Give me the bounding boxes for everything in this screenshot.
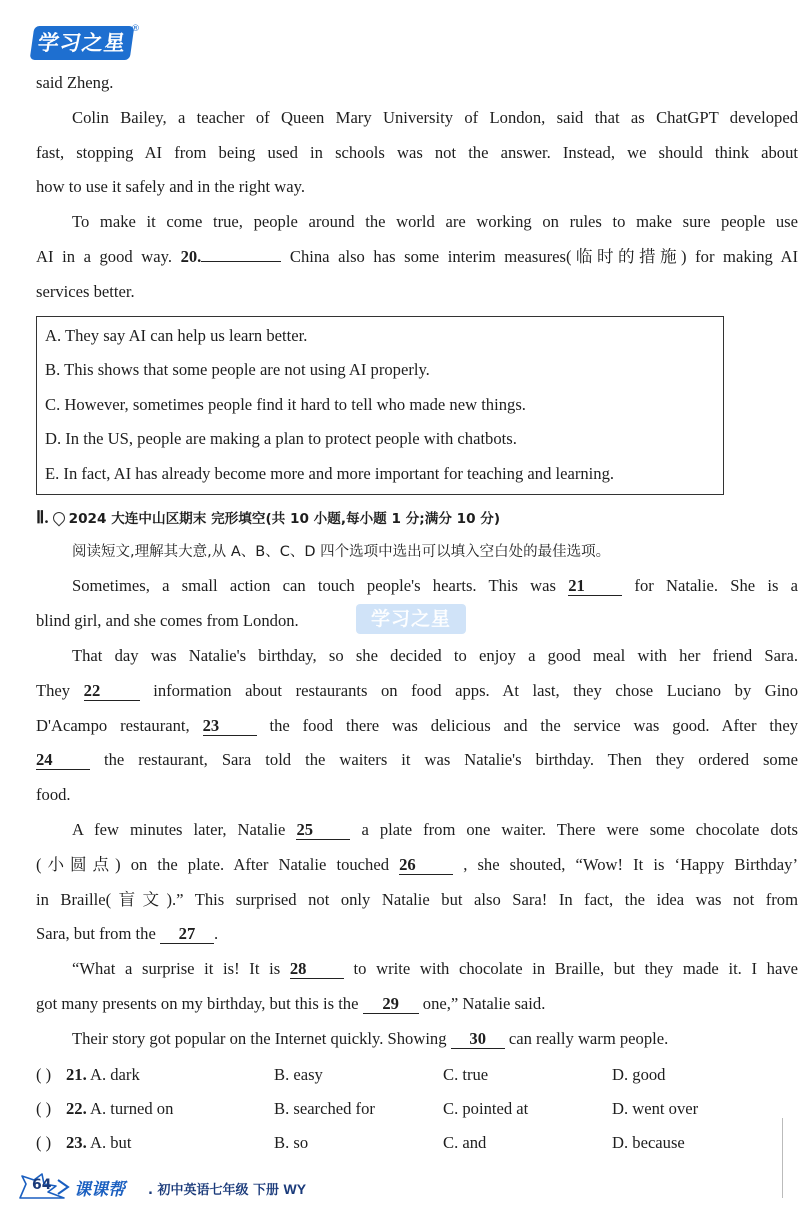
brand-name: 课课帮 (74, 1180, 125, 1200)
option-b: B. searched for (274, 1099, 375, 1118)
question-number: 22. (66, 1099, 87, 1118)
logo-text: 学习之星 (30, 26, 135, 60)
answer-blank[interactable]: 24 (36, 751, 90, 770)
answer-paren[interactable]: ( ) (36, 1099, 52, 1118)
passage-line: said Zheng. (36, 73, 114, 92)
passage-line: Their story got popular on the Internet quickly. Showing 30 can really warm people. (72, 1028, 669, 1048)
passage-line: blind girl, and she comes from London. (36, 611, 299, 631)
answer-blank[interactable]: 23 (203, 717, 257, 736)
option-d: D. good (612, 1065, 666, 1084)
passage-line: food. (36, 785, 71, 805)
passage-line: A few minutes later, Natalie 25 a plate from one waiter. There were some chocolate dots (72, 819, 798, 839)
answer-blank[interactable]: 22 (84, 682, 140, 701)
passage-line: how to use it safely and in the right way. (36, 177, 305, 197)
passage-line: AI in a good way. 20. China also has some interim measures(临时的措施) for making AI (36, 246, 798, 266)
passage-line: “What a surprise it is! It is 28 to write with chocolate in Braille, but they made it. I have (72, 959, 798, 979)
registered-mark: ® (131, 24, 140, 34)
passage-line: Sara, but from the 27 . (36, 924, 219, 944)
passage-line: fast, stopping AI from being used in schools was not the answer. Instead, we should think about (36, 142, 798, 162)
option-c: C. pointed at (443, 1099, 529, 1118)
passage-line: Colin Bailey, a teacher of Queen Mary University of London, said that as ChatGPT developed (72, 107, 798, 127)
answer-paren[interactable]: ( ) (36, 1133, 52, 1152)
question-number: 21. (66, 1065, 87, 1084)
options-box (36, 316, 724, 495)
answer-paren[interactable]: ( ) (36, 1065, 52, 1084)
answer-blank[interactable] (201, 261, 281, 262)
option-item: A. They say AI can help us learn better. (45, 325, 308, 345)
option-a: A. dark (89, 1065, 140, 1084)
answer-blank[interactable]: 27 (160, 925, 214, 944)
passage-line: D'Acampo restaurant, 23 the food there was delicious and the service was good. After they (36, 715, 798, 735)
passage-line: got many presents on my birthday, but this is the 29 one,” Natalie said. (36, 993, 546, 1013)
option-b: B. easy (274, 1065, 323, 1084)
book-title: . 初中英语七年级 下册 WY (148, 1181, 307, 1198)
page-number: 64 (32, 1177, 52, 1193)
section-title: 2024 大连中山区期末 完形填空(共 10 小题,每小题 1 分;满分 10 分) (68, 510, 501, 527)
answer-blank[interactable]: 28 (290, 960, 344, 979)
option-b: B. so (274, 1133, 309, 1152)
page-edge-decoration (782, 1118, 798, 1198)
answer-blank[interactable]: 29 (363, 995, 419, 1014)
question-number: 20. (180, 246, 202, 266)
passage-line: in Braille(盲文).” This surprised not only Natalie but also Sara! In fact, the idea was not from (36, 889, 798, 909)
watermark: 学习之星 (356, 604, 466, 634)
page-content (36, 66, 798, 1057)
passage-line: Sometimes, a small action can touch people's hearts. This was 21 for Natalie. She is a (72, 576, 798, 596)
option-item: C. However, sometimes people find it hard to tell who made new things. (45, 394, 526, 414)
passage-line: 24 the restaurant, Sara told the waiters it was Natalie's birthday. Then they ordered some (36, 750, 799, 770)
passage-line: services better. (36, 281, 135, 301)
passage-line: They 22 information about restaurants on food apps. At last, they chose Luciano by Gino (36, 680, 798, 700)
question-row (36, 1092, 776, 1126)
option-c: C. true (443, 1065, 489, 1084)
passage-line: That day was Natalie's birthday, so she decided to enjoy a good meal with her friend Sara. (72, 645, 798, 665)
option-d: D. because (612, 1133, 685, 1152)
answer-blank[interactable]: 21 (568, 577, 622, 596)
option-item: D. In the US, people are making a plan to protect people with chatbots. (45, 429, 517, 449)
location-pin-icon (50, 509, 67, 526)
section-heading (36, 501, 798, 535)
question-number: 23. (66, 1133, 87, 1152)
option-a: A. but (89, 1133, 132, 1152)
option-a: A. turned on (89, 1099, 174, 1118)
passage-line: To make it come true, people around the world are working on rules to make sure people use (72, 212, 798, 232)
answer-blank[interactable]: 25 (296, 821, 350, 840)
option-item: B. This shows that some people are not using AI properly. (45, 360, 430, 380)
section-instruction: 阅读短文,理解其大意,从 A、B、C、D 四个选项中选出可以填入空白处的最佳选项。 (72, 543, 611, 560)
answer-blank[interactable]: 30 (451, 1030, 505, 1049)
section-numeral: Ⅱ. (36, 507, 49, 527)
answer-blank[interactable]: 26 (399, 856, 453, 875)
option-d: D. went over (612, 1099, 699, 1118)
passage-line: (小圆点) on the plate. After Natalie touched 26 , she shouted, “Wow! It is ‘Happy Birthday’ (36, 854, 798, 874)
question-row (36, 1058, 776, 1092)
publisher-logo (32, 24, 140, 60)
question-row (36, 1126, 776, 1160)
page-footer (18, 1172, 438, 1202)
option-item: E. In fact, AI has already become more and more important for teaching and learning. (45, 463, 615, 483)
option-c: C. and (443, 1133, 487, 1152)
